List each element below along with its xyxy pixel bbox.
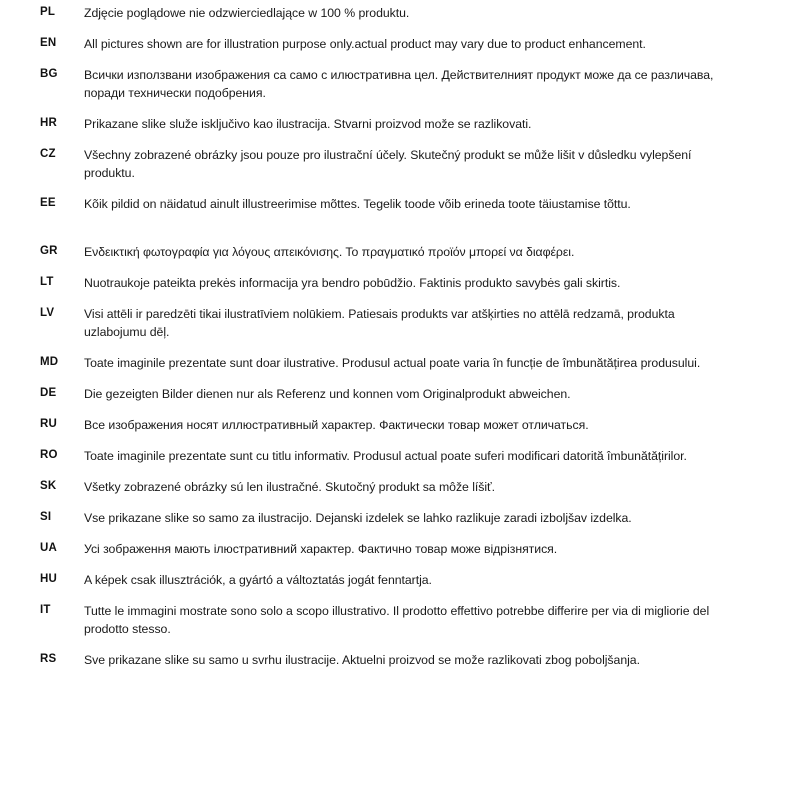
language-code: RS (40, 653, 57, 665)
language-row (40, 478, 740, 496)
language-code: HR (40, 117, 58, 129)
language-row (40, 66, 740, 102)
language-row (40, 146, 740, 182)
language-code: SI (40, 511, 52, 523)
language-text: Kõik pildid on näidatud ainult illustreerimise mõttes. Tegelik toode võib erineda toote täiustamise tõttu. (84, 197, 631, 211)
language-row (40, 509, 740, 527)
language-row (40, 602, 740, 638)
language-code: LV (40, 307, 55, 319)
language-text: Nuotraukoje pateikta prekės informacija yra bendro pobūdžio. Faktinis produkto savybės gali skirtis. (84, 276, 621, 290)
language-text: A képek csak illusztrációk, a gyártó a változtatás jogát fenntartja. (84, 573, 432, 587)
language-text: Tutte le immagini mostrate sono solo a scopo illustrativo. Il prodotto effettivo potrebbe differire per via di migliorie del prodotto stesso. (84, 604, 710, 636)
language-text: Ενδεικτική φωτογραφία για λόγους απεικόνισης. Το πραγματικό προϊόν μπορεί να διαφέρει. (84, 245, 575, 259)
language-code: IT (40, 604, 51, 616)
language-row (40, 385, 740, 403)
language-text: Die gezeigten Bilder dienen nur als Referenz und konnen vom Originalprodukt abweichen. (84, 387, 571, 401)
language-code: RO (40, 449, 58, 461)
language-code: PL (40, 6, 56, 18)
language-text: Все изображения носят иллюстративный характер. Фактически товар может отличаться. (84, 418, 589, 432)
language-code: BG (40, 68, 58, 80)
language-row (40, 195, 740, 213)
language-code: CZ (40, 148, 56, 160)
language-row (40, 4, 740, 22)
language-text: Toate imaginile prezentate sunt cu titlu informativ. Produsul actual poate suferi modificari datorită îmbunătățirilor. (84, 449, 687, 463)
language-row (40, 115, 740, 133)
language-text: Visi attēli ir paredzēti tikai ilustratīviem nolūkiem. Patiesais produkts var atšķirties no attēlā redzamā, produkta uzlabojumu dēļ. (84, 307, 675, 339)
language-code: EN (40, 37, 57, 49)
language-text: Всички използвани изображения са само с илюстративна цел. Действителният продукт може да се различава, поради технически подобрения. (84, 68, 714, 100)
language-text: Všetky zobrazené obrázky sú len ilustračné. Skutočný produkt sa môže líšiť. (84, 480, 495, 494)
language-text: Prikazane slike služe isključivo kao ilustracija. Stvarni proizvod može se razlikovati. (84, 117, 532, 131)
language-text: Vse prikazane slike so samo za ilustracijo. Dejanski izdelek se lahko razlikuje zaradi izboljšav izdelka. (84, 511, 632, 525)
language-text: All pictures shown are for illustration purpose only.actual product may vary due to product enhancement. (84, 37, 646, 51)
language-row (40, 651, 740, 669)
language-code: UA (40, 542, 58, 554)
language-text: Všechny zobrazené obrázky jsou pouze pro ilustrační účely. Skutečný produkt se může lišit v důsledku vylepšení produktu. (84, 148, 692, 180)
language-code: DE (40, 387, 57, 399)
language-code: HU (40, 573, 58, 585)
language-text: Усі зображення мають ілюстративний характер. Фактично товар може відрізнятися. (84, 542, 558, 556)
language-text: Zdjęcie poglądowe nie odzwierciedlające w 100 % produktu. (84, 6, 410, 20)
language-code: EE (40, 197, 56, 209)
language-row (40, 305, 740, 341)
language-row (40, 354, 740, 372)
language-row (40, 243, 740, 261)
language-text: Sve prikazane slike su samo u svrhu ilustracije. Aktuelni proizvod se može razlikovati zbog poboljšanja. (84, 653, 640, 667)
language-code: GR (40, 245, 58, 257)
language-row (40, 274, 740, 292)
language-row (40, 540, 740, 558)
language-code: RU (40, 418, 58, 430)
language-row (40, 447, 740, 465)
language-code: MD (40, 356, 59, 368)
language-code: LT (40, 276, 54, 288)
language-row (40, 416, 740, 434)
language-row (40, 35, 740, 53)
language-row (40, 571, 740, 589)
language-text: Toate imaginile prezentate sunt doar ilustrative. Produsul actual poate varia în funcție de îmbunătățirea produsului. (84, 356, 701, 370)
language-code: SK (40, 480, 57, 492)
